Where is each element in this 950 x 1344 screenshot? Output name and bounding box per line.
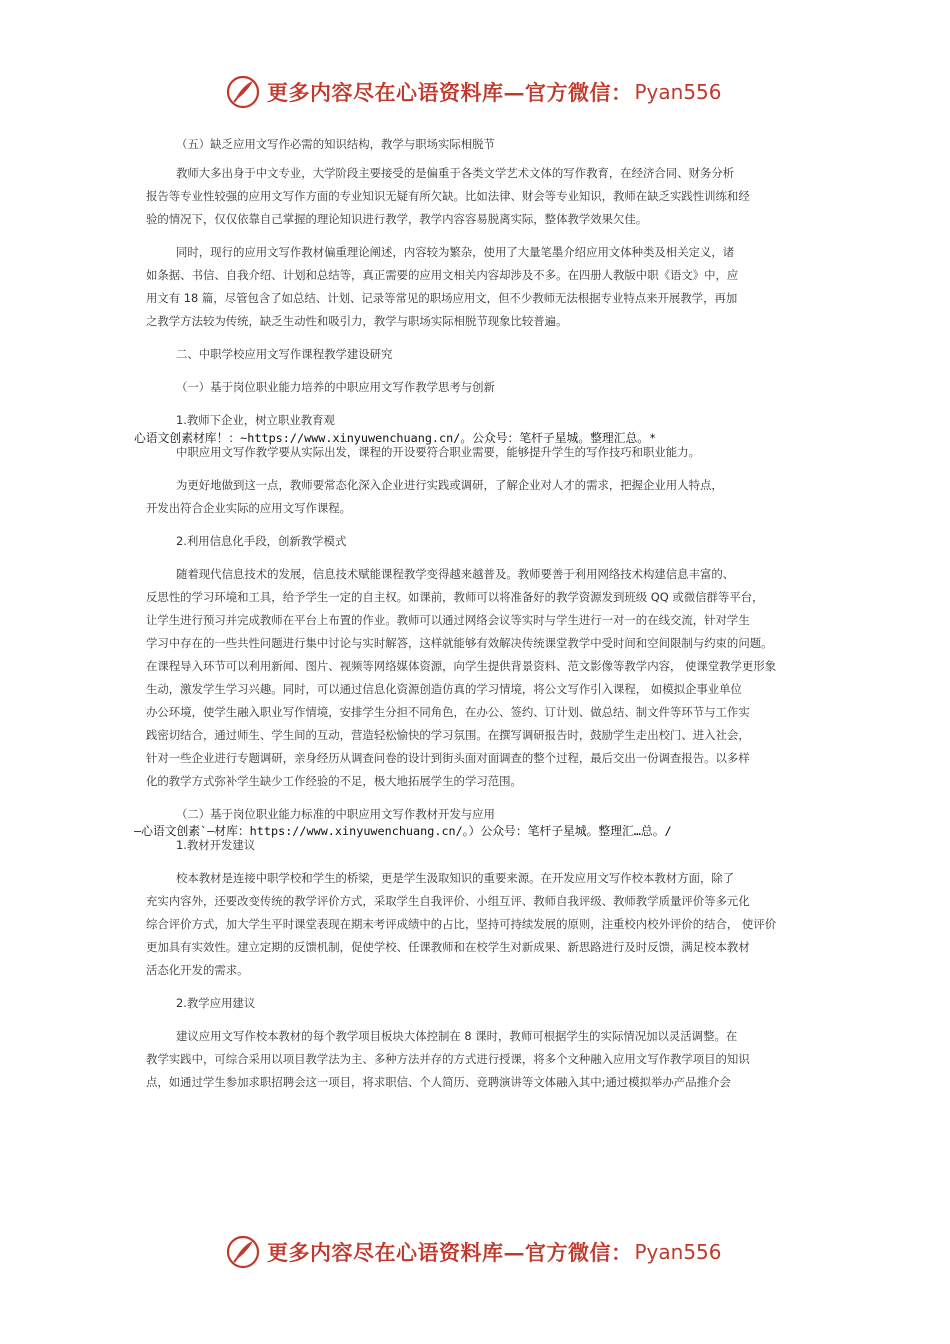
text-line: 二、中职学校应用文写作课程教学建设研究: [176, 347, 393, 361]
text-line: （一）基于岗位职业能力培养的中职应用文写作教学思考与创新: [176, 380, 495, 394]
text-line: 报告等专业性较强的应用文写作方面的专业知识无疑有所欠缺。比如法律、财会等专业知识，教师在缺乏实践性训练和经: [146, 189, 750, 203]
text-line: 针对一些企业进行专题调研，亲身经历从调查问卷的设计到街头面对面调查的整个过程，最后交出一份调查报告。以多样: [146, 751, 750, 765]
text-line: （五）缺乏应用文写作必需的知识结构，教学与职场实际相脱节: [176, 137, 495, 151]
text-line: 建议应用文写作校本教材的每个教学项目板块大体控制在 8 课时，教师可根据学生的实际情况加以灵活调整。在: [176, 1029, 738, 1043]
text-line: 让学生进行预习并完成教师在平台上布置的作业。教师可以通过网络会议等实时与学生进行一对一的在线交流，针对学生: [146, 613, 750, 627]
text-line: 学习中存在的一些共性问题进行集中讨论与实时解答，这样就能够有效解决传统课堂教学中受时间和空间限制与约束的问题。: [146, 636, 773, 650]
text-line: 中职应用文写作教学要从实际出发，课程的开设要符合职业需要，能够提升学生的写作技巧和职业能力。: [176, 445, 700, 459]
text-line: 开发出符合企业实际的应用文写作课程。: [146, 501, 352, 515]
text-line: 在课程导入环节可以利用新闻、图片、视频等网络媒体资源，向学生提供背景资料、范文影像等教学内容， 使课堂教学更形象: [146, 659, 777, 673]
text-line: 校本教材是连接中职学校和学生的桥梁，更是学生汲取知识的重要来源。在开发应用文写作校本教材方面，除了: [176, 871, 735, 885]
text-line: 综合评价方式，加大学生平时课堂表现在期末考评成绩中的占比，坚持可持续发展的原则，注重校内校外评价的结合， 使评价: [146, 917, 777, 931]
text-line: 用文有 18 篇，尽管包含了如总结、计划、记录等常见的职场应用文，但不少教师无法根据专业特点来开展教学，再加: [146, 291, 738, 305]
text-line: 反思性的学习环境和工具，给予学生一定的自主权。如课前，教师可以将准备好的教学资源发到班级 QQ 或微信群等平台，: [146, 590, 764, 604]
banner-wechat-id: Pyan556: [634, 80, 722, 104]
text-line: 2.利用信息化手段，创新教学模式: [176, 534, 347, 548]
text-line: 点，如通过学生参加求职招聘会这一项目，将求职信、个人简历、竞聘演讲等文体融入其中;通过模拟举办产品推介会: [146, 1075, 731, 1089]
text-line: 如条据、书信、自我介绍、计划和总结等，真正需要的应用文相关内容却涉及不多。在四册人教版中职《语文》中，应: [146, 268, 739, 282]
text-line: 化的教学方式弥补学生缺少工作经验的不足，极大地拓展学生的学习范围。: [146, 774, 522, 788]
text-line: 2.教学应用建议: [176, 996, 256, 1010]
banner-title: 更多内容尽在心语资料库—官方微信：: [267, 80, 633, 105]
text-line: 1.教材开发建议: [176, 838, 256, 852]
text-line: 办公环境，使学生融入职业写作情境，安排学生分担不同角色，在办公、签约、订计划、做总结、制文件等环节与工作实: [146, 705, 750, 719]
text-line: 1.教师下企业，树立职业教育观: [176, 413, 335, 427]
text-line: 随着现代信息技术的发展，信息技术赋能课程教学变得越来越普及。教师要善于利用网络技术构建信息丰富的、: [176, 567, 735, 581]
text-line: （二）基于岗位职业能力标准的中职应用文写作教材开发与应用: [176, 807, 495, 821]
banner-title: 更多内容尽在心语资料库—官方微信：: [267, 1240, 633, 1265]
watermark-line-1: 心语文创素材库！：~https://www.xinyuwenchuang.cn/。公众号：笔杆子星城。整理汇总。*: [134, 431, 657, 445]
text-line: 之教学方法较为传统，缺乏生动性和吸引力，教学与职场实际相脱节现象比较普遍。: [146, 314, 568, 328]
text-line: 教学实践中，可综合采用以项目教学法为主、多种方法并存的方式进行授课，将多个文种融入应用文写作教学项目的知识: [146, 1052, 750, 1066]
footer-banner: [225, 1232, 725, 1272]
watermark-line-2: —心语文创素`—材库：https://www.xinyuwenchuang.cn/。）公众号：笔杆子星城。整理汇…总。/: [134, 824, 672, 838]
text-line: 践密切结合，通过师生、学生间的互动，营造轻松愉快的学习氛围。在撰写调研报告时，鼓励学生走出校门、进入社会，: [146, 728, 750, 742]
text-line: 同时，现行的应用文写作教材偏重理论阐述，内容较为繁杂，使用了大量笔墨介绍应用文体种类及相关定义，诸: [176, 245, 735, 259]
text-line: 教师大多出身于中文专业，大学阶段主要接受的是偏重于各类文学艺术文体的写作教育，在经济合同、财务分析: [176, 166, 735, 180]
banner-wechat-id: Pyan556: [634, 1240, 722, 1264]
text-line: 更加具有实效性。建立定期的反馈机制，促使学校、任课教师和在校学生对新成果、新思路进行及时反馈，满足校本教材: [146, 940, 750, 954]
text-line: 活态化开发的需求。: [146, 963, 249, 977]
text-line: 充实内容外，还要改变传统的教学评价方式，采取学生自我评价、小组互评、教师自我评级、教师教学质量评价等多元化: [146, 894, 750, 908]
text-line: 为更好地做到这一点，教师要常态化深入企业进行实践或调研，了解企业对人才的需求，把握企业用人特点，: [176, 478, 723, 492]
header-banner: [225, 72, 725, 112]
text-line: 验的情况下，仅仅依靠自己掌握的理论知识进行教学，教学内容容易脱离实际，整体教学效果欠佳。: [146, 212, 648, 226]
quill-logo-icon: [225, 74, 261, 110]
quill-logo-icon: [225, 1234, 261, 1270]
text-line: 生动，激发学生学习兴趣。同时，可以通过信息化资源创造仿真的学习情境，将公文写作引入课程， 如模拟企事业单位: [146, 682, 742, 696]
